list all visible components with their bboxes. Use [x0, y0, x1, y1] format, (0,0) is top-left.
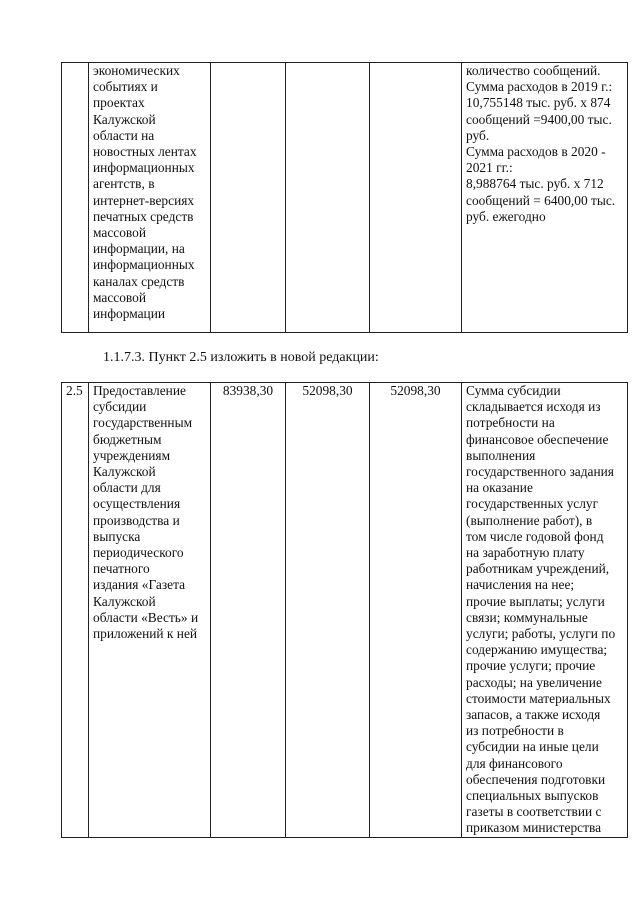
- value-2019: 83938,30: [222, 383, 274, 398]
- note-cell: [462, 383, 628, 838]
- item-number: 2.5: [66, 383, 83, 398]
- value-2021: 52098,30: [390, 383, 441, 398]
- continuation-table: [61, 62, 628, 333]
- value-2021-cell: [370, 383, 462, 838]
- item-note: Сумма субсидии складывается исходя из потребности на финансовое обеспечение выполнения государственного задания на оказание государственных услуг (выполнение работ), в том числе годовой фонд на заработную плату работникам учреждений, начисления на нее; прочие выплаты; услуги связи; коммунальные услуги; работы, услуги по содержанию имущества; прочие услуги; прочие расходы; на увеличение стоимости материальных запасов, а также исходя из потребности в субсидии на иные цели для финансового обеспечения подготовки специальных выпусков газеты в соответствии с приказом министерства: [466, 383, 616, 836]
- item-number-cell: [62, 63, 89, 333]
- amendment-heading: 1.1.7.3. Пункт 2.5 изложить в новой редакции:: [103, 350, 379, 365]
- note-cell: [462, 63, 628, 333]
- table-row: [62, 383, 628, 838]
- item-name: Предоставление субсидии государственным бюджетным учреждениям Калужской области для осуществления производства и выпуска периодического печатного издания «Газета Калужской области «Весть» и приложений к ней: [93, 383, 199, 642]
- item-name: экономических событиях и проектах Калужской области на новостных лентах информационных агентств, в интернет-версиях печатных средств массовой информации, на информационных каналах средств массовой информации: [93, 63, 197, 322]
- value-2019-cell: [211, 383, 286, 838]
- item-name-cell: [89, 63, 211, 333]
- table-row: [62, 63, 628, 333]
- item-note: количество сообщений. Сумма расходов в 2019 г.: 10,755148 тыс. руб. х 874 сообщений =9400,00 тыс. руб. Сумма расходов в 2020 - 2021 гг.: 8,988764 тыс. руб. х 712 сообщений = 6400,00 тыс. руб. ежегодно: [466, 63, 616, 224]
- value-2020: 52098,30: [302, 383, 353, 398]
- item-name-cell: [89, 383, 211, 838]
- value-2020-cell: [286, 63, 370, 333]
- value-2021-cell: [370, 63, 462, 333]
- item-number-cell: [62, 383, 89, 838]
- value-2019-cell: [211, 63, 286, 333]
- value-2020-cell: [286, 383, 370, 838]
- item-2-5-table: [61, 382, 628, 838]
